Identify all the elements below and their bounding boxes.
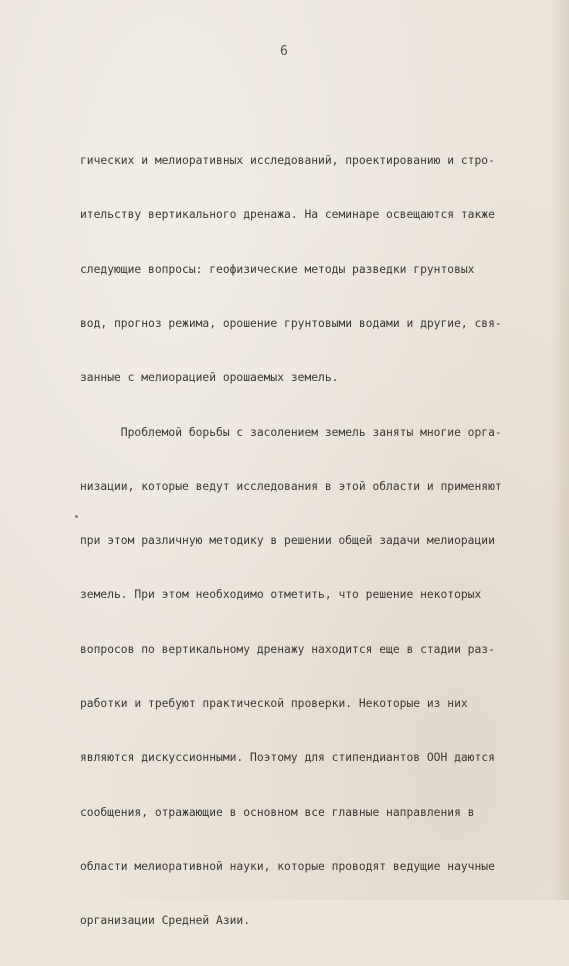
text-line: области мелиоративной науки, которые проводят ведущие научные (80, 859, 495, 873)
text-line: организации Средней Азии. (80, 914, 251, 928)
page-number: 6 (280, 44, 288, 59)
text-line: сообщения, отражающие в основном все главные направления в (80, 805, 475, 819)
text-line: при этом различную методику в решении общей задачи мелиорации (80, 534, 495, 548)
ink-speck (75, 515, 78, 518)
text-line: вод, прогноз режима, орошение грунтовыми водами и другие, свя- (80, 317, 502, 331)
text-line: гических и мелиоративных исследований, проектированию и стро- (80, 154, 495, 168)
paper-edge-shadow (551, 0, 569, 900)
text-line: являются дискуссионными. Поэтому для стипендиантов ООН даются (80, 751, 495, 765)
text-line: низации, которые ведут исследования в этой области и применяют (80, 479, 502, 493)
text-line: Проблемой борьбы с засолением земель заняты многие орга- (80, 425, 502, 439)
text-line: вопросов по вертикальному дренажу находится еще в стадии раз- (80, 642, 495, 656)
text-line: ительству вертикального дренажа. На семинаре освещаются также (80, 208, 495, 222)
text-line: следующие вопросы: геофизические методы разведки грунтовых (80, 262, 475, 276)
text-line: земель. При этом необходимо отметить, что решение некоторых (80, 588, 482, 602)
text-line: работки и требуют практической проверки. Некоторые из них (80, 697, 468, 710)
body-text (80, 116, 550, 966)
text-line: занные с мелиорацией орошаемых земель. (80, 371, 339, 385)
